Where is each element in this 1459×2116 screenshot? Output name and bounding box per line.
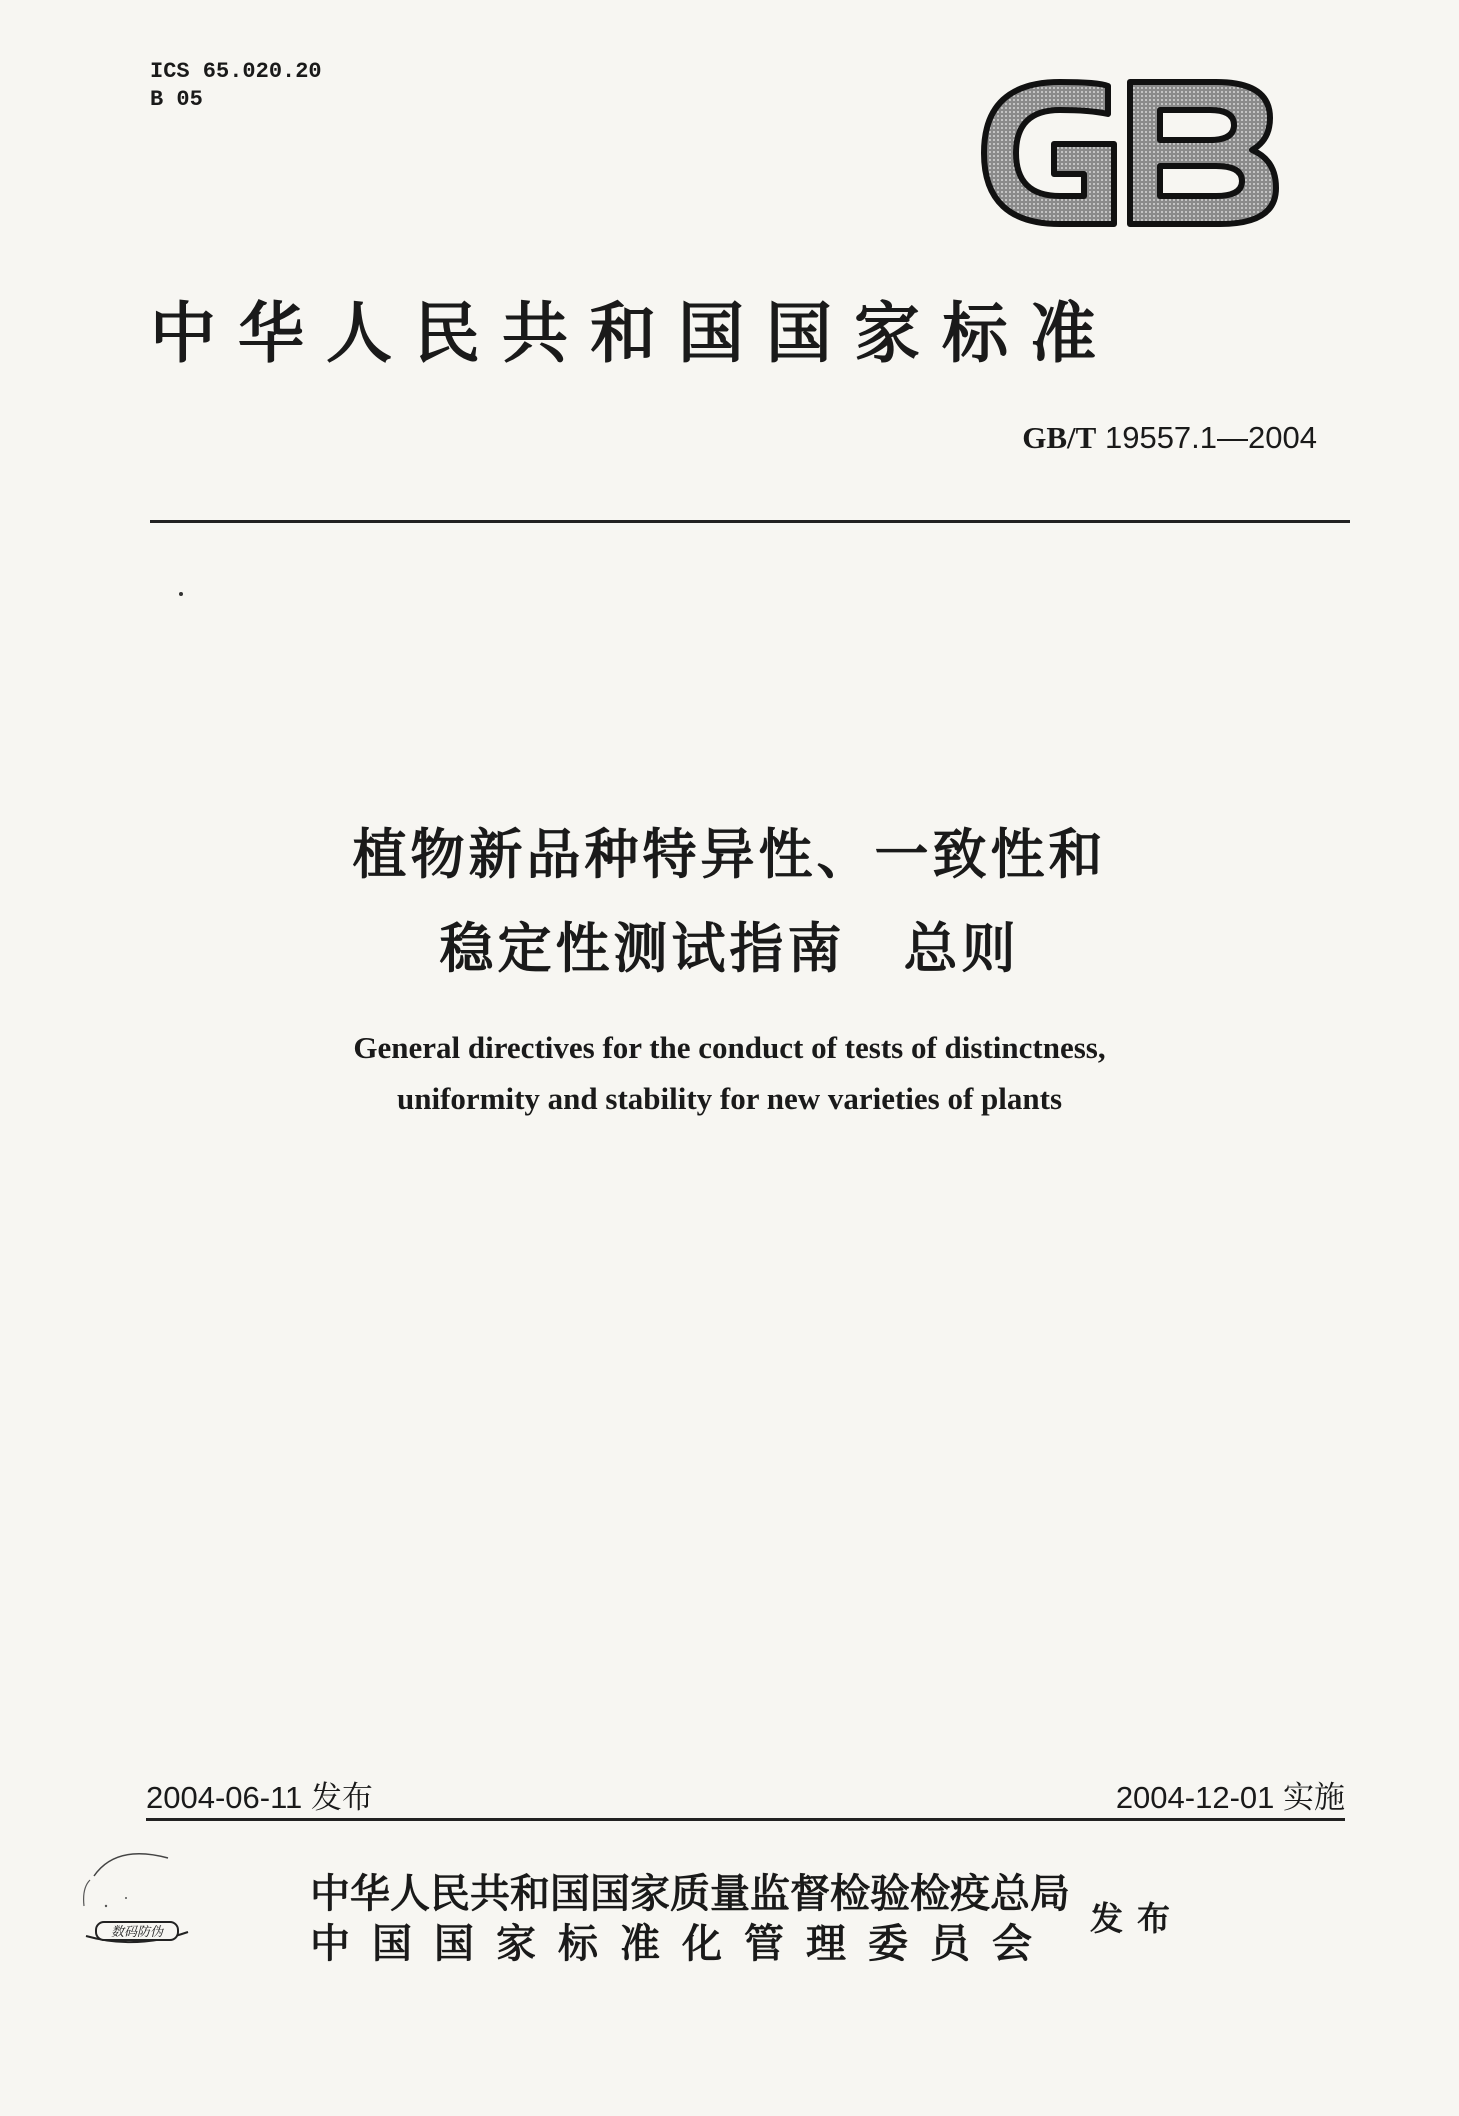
national-standard-title: 中华人民共和国国家标准 [150, 295, 1118, 372]
issuer-aqsiq: 中华人民共和国国家质量监督检验检疫总局 [310, 1870, 1070, 1917]
bottom-divider [146, 1818, 1345, 1821]
document-title-en-line1: General directives for the conduct of tests of distinctness, [353, 1030, 1106, 1065]
standard-number-prefix: GB/T [1022, 420, 1097, 455]
issue-date: 2004-06-11 发布 [146, 1780, 373, 1815]
publish-label: 发布 [1090, 1899, 1184, 1938]
anti-counterfeit-seal-icon [76, 1836, 201, 1961]
classification-codes [150, 58, 322, 114]
ccs-code: B 05 [150, 87, 203, 112]
svg-text:数码防伪: 数码防伪 [110, 1925, 164, 1940]
document-title-cn-line1: 植物新品种特异性、一致性和 [352, 823, 1107, 886]
ics-code: ICS 65.020.20 [150, 59, 322, 84]
document-title-en-line2: uniformity and stability for new varieties of plants [396, 1081, 1063, 1116]
document-title-cn-line2: 稳定性测试指南 总则 [439, 917, 1020, 980]
issuer-sac: 中国国家标准化管理委员会 [310, 1920, 1054, 1967]
standard-number [1022, 420, 1317, 456]
gb-logo-icon [980, 78, 1280, 228]
top-divider [150, 520, 1350, 523]
speck [179, 592, 183, 596]
standard-number-value: 19557.1—2004 [1104, 420, 1317, 455]
implementation-date: 2004-12-01 实施 [1115, 1780, 1345, 1815]
